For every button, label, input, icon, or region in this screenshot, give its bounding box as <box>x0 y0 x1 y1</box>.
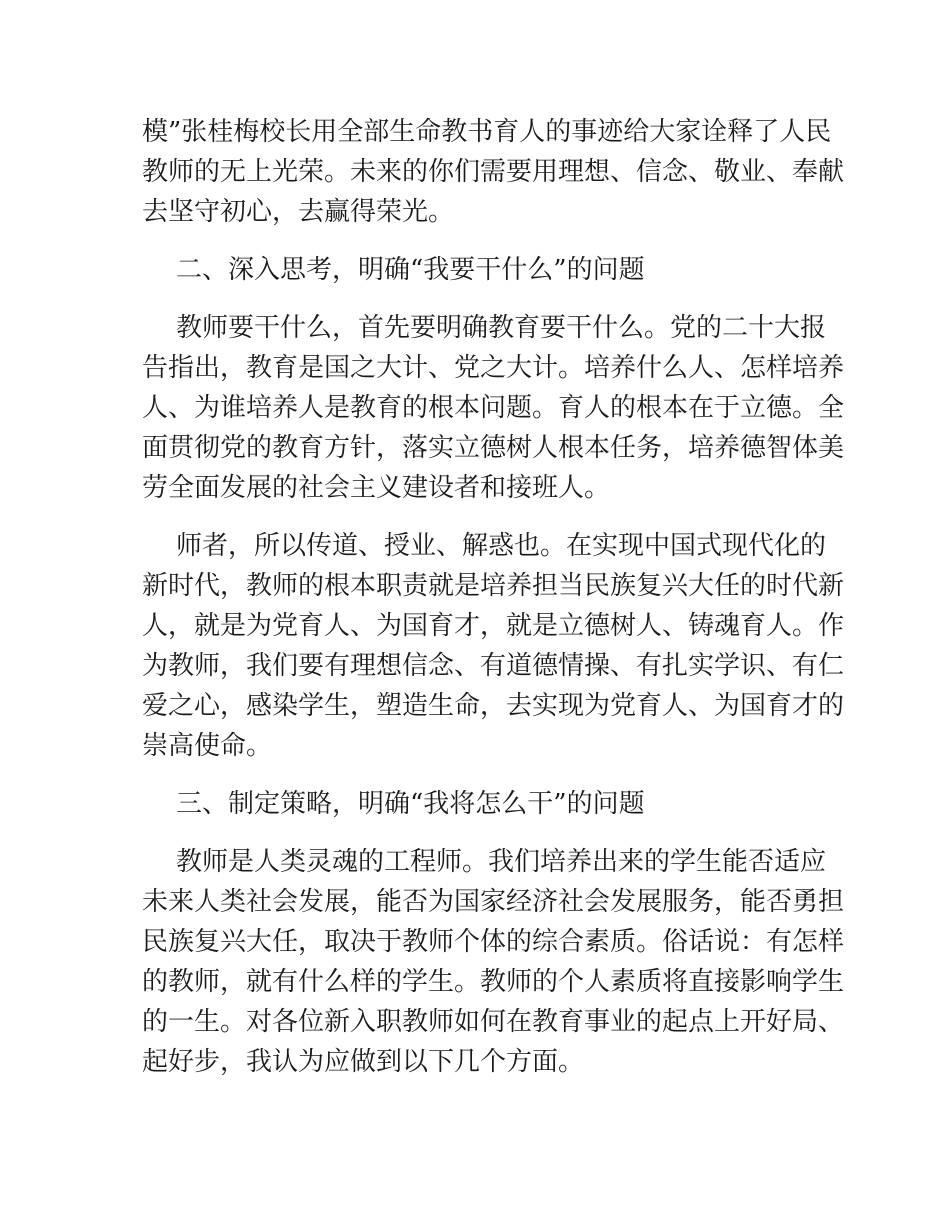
paragraph-teacher-quality <box>142 842 845 1082</box>
text-line: 教师是人类灵魂的工程师。我们培养出来的学生能否适应 <box>176 847 827 877</box>
text-line: 的教师，就有什么样的学生。教师的个人素质将直接影响学生 <box>142 967 845 997</box>
paragraph-teacher-duty <box>142 526 845 766</box>
paragraph-education-goal <box>142 308 845 508</box>
text-line: 的一生。对各位新入职教师如何在教育事业的起点上开好局、 <box>142 1007 845 1037</box>
text-line: 人、为谁培养人是教育的根本问题。育人的根本在于立德。全 <box>142 393 845 423</box>
text-line: 面贯彻党的教育方针，落实立德树人根本任务，培养德智体美 <box>142 433 845 463</box>
text-line: 师者，所以传道、授业、解惑也。在实现中国式现代化的 <box>176 531 827 561</box>
text-line: 告指出，教育是国之大计、党之大计。培养什么人、怎样培养 <box>142 353 845 383</box>
text-line: 模”张桂梅校长用全部生命教书育人的事迹给大家诠释了人民 <box>142 117 832 147</box>
text-line: 未来人类社会发展，能否为国家经济社会发展服务，能否勇担 <box>142 887 845 917</box>
paragraph-continuation <box>142 112 845 232</box>
text-line: 崇高使命。 <box>142 731 273 761</box>
text-line: 教师的无上光荣。未来的你们需要用理想、信念、敬业、奉献 <box>142 157 845 187</box>
heading-text: 三、制定策略，明确“我将怎么干”的问题 <box>176 789 645 819</box>
text-line: 人，就是为党育人、为国育才，就是立德树人、铸魂育人。作 <box>142 611 845 641</box>
text-line: 民族复兴大任，取决于教师个体的综合素质。俗话说：有怎样 <box>142 927 845 957</box>
text-line: 教师要干什么，首先要明确教育要干什么。党的二十大报 <box>176 313 827 343</box>
heading-text: 二、深入思考，明确“我要干什么”的问题 <box>176 255 645 285</box>
section-heading-3 <box>142 784 812 824</box>
text-line: 爱之心，感染学生，塑造生命，去实现为党育人、为国育才的 <box>142 691 845 721</box>
text-line: 新时代，教师的根本职责就是培养担当民族复兴大任的时代新 <box>142 571 845 601</box>
text-line: 劳全面发展的社会主义建设者和接班人。 <box>142 473 611 503</box>
text-line: 去坚守初心，去赢得荣光。 <box>142 197 455 227</box>
document-body <box>142 112 845 1082</box>
text-line: 起好步，我认为应做到以下几个方面。 <box>142 1047 585 1077</box>
text-line: 为教师，我们要有理想信念、有道德情操、有扎实学识、有仁 <box>142 651 845 681</box>
section-heading-2 <box>142 250 812 290</box>
